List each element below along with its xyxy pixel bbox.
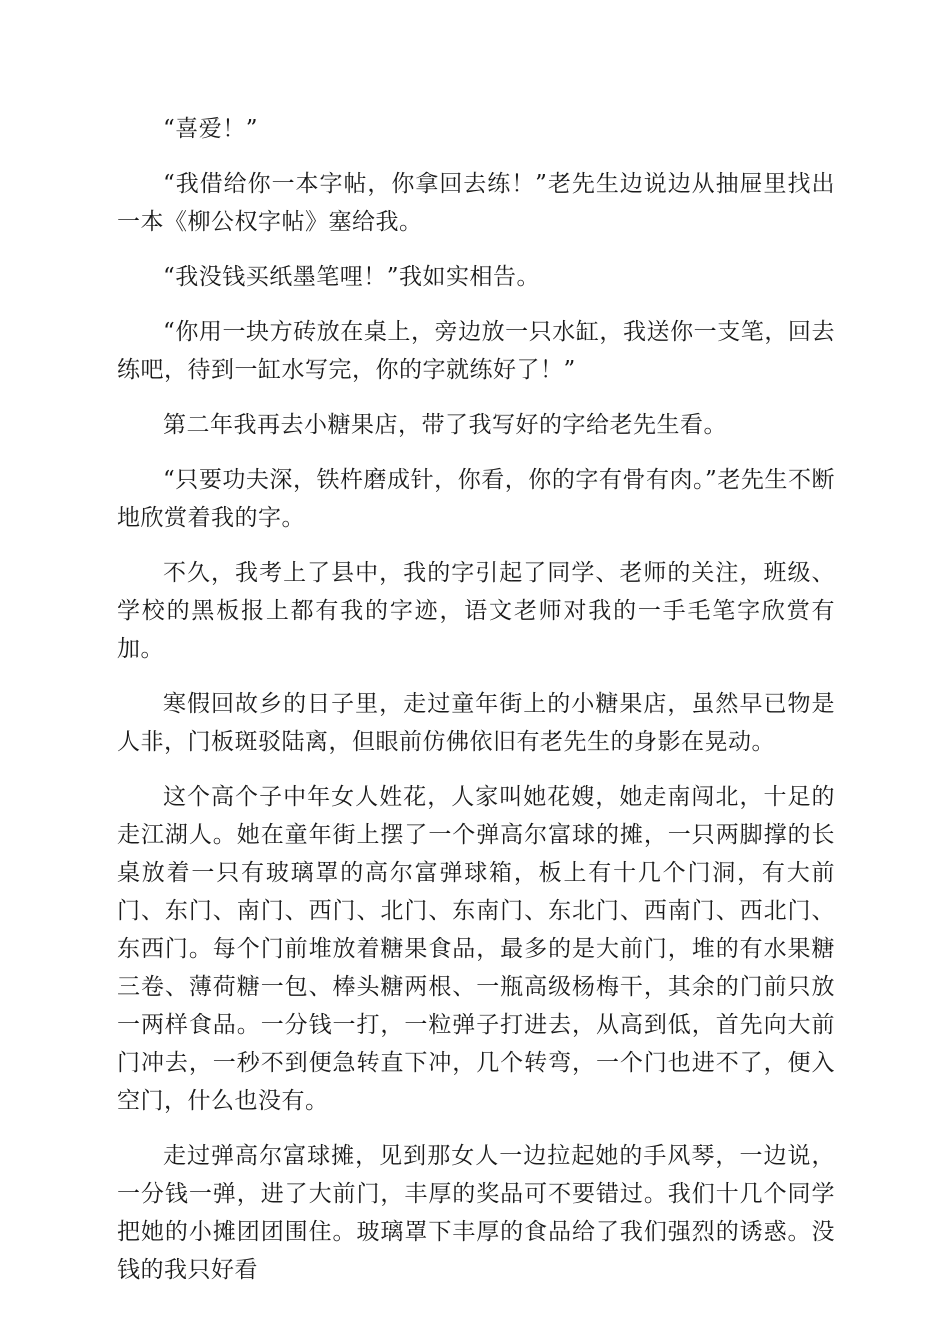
paragraph-8: 寒假回故乡的日子里，走过童年街上的小糖果店，虽然早已物是人非，门板斑驳陆离，但眼前仿佛依旧有老先生的身影在晃动。 [117,691,835,755]
paragraph-6: “只要功夫深，铁杵磨成针，你看，你的字有骨有肉。”老先生不断地欣赏着我的字。 [117,467,835,531]
document-body [117,110,835,1306]
paragraph-3: “我没钱买纸墨笔哩！”我如实相告。 [163,264,541,290]
paragraph-7: 不久，我考上了县中，我的字引起了同学、老师的关注，班级、学校的黑板报上都有我的字迹，语文老师对我的一手毛笔字欣赏有加。 [117,560,835,662]
paragraph-1: “喜爱！” [163,116,259,142]
paragraph-4: “你用一块方砖放在桌上，旁边放一只水缸，我送你一支笔，回去练吧，待到一缸水写完，你的字就练好了！” [117,319,835,383]
paragraph-10: 走过弹高尔富球摊，见到那女人一边拉起她的手风琴，一边说，一分钱一弹，进了大前门，丰厚的奖品可不要错过。我们十几个同学把她的小摊团团围住。玻璃罩下丰厚的食品给了我们强烈的诱惑。没钱的我只好看 [117,1143,835,1283]
paragraph-9: 这个高个子中年女人姓花，人家叫她花嫂，她走南闯北，十足的走江湖人。她在童年街上摆了一个弹高尔富球的摊，一只两脚撑的长桌放着一只有玻璃罩的高尔富弹球箱，板上有十几个门洞，有大前门、东门、南门、西门、北门、东南门、东北门、西南门、西北门、东西门。每个门前堆放着糖果食品，最多的是大前门，堆的有水果糖三卷、薄荷糖一包、棒头糖两根、一瓶高级杨梅干，其余的门前只放一两样食品。一分钱一打，一粒弹子打进去，从高到低，首先向大前门冲去，一秒不到便急转直下冲，几个转弯，一个门也进不了，便入空门，什么也没有。 [117,784,835,1114]
paragraph-2: “我借给你一本字帖，你拿回去练！”老先生边说边从抽屉里找出一本《柳公权字帖》塞给我。 [117,171,835,235]
paragraph-5: 第二年我再去小糖果店，带了我写好的字给老先生看。 [163,412,727,438]
